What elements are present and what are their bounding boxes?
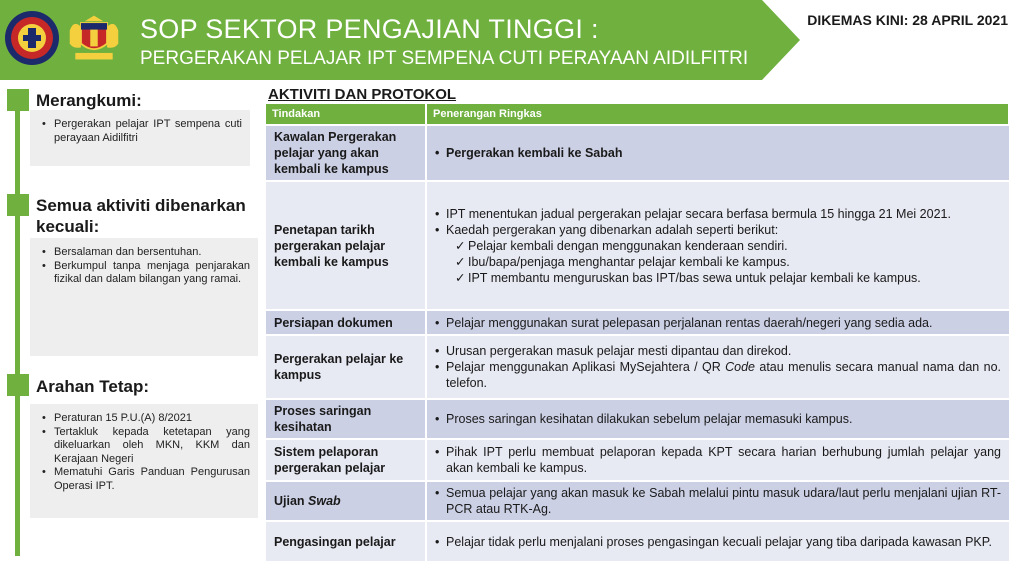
table-row bbox=[266, 335, 1009, 399]
timeline-line bbox=[15, 92, 20, 556]
allowed-panel bbox=[30, 238, 258, 356]
action-cell: Persiapan dokumen bbox=[266, 310, 426, 335]
summary-panel bbox=[30, 110, 250, 166]
updated-date: DIKEMAS KINI: 28 APRIL 2021 bbox=[807, 12, 1008, 28]
check-item: ✓ IPT membantu menguruskan bas IPT/bas sewa untuk pelajar kembali ke kampus. bbox=[455, 270, 1001, 286]
description-cell bbox=[426, 399, 1009, 439]
list-item: • Pergerakan pelajar IPT sempena cuti perayaan Aidilfitri bbox=[38, 118, 242, 145]
description-bullet: • Pergerakan kembali ke Sabah bbox=[435, 145, 1001, 161]
directives-panel bbox=[30, 404, 258, 518]
description-bullet: • Pelajar menggunakan Aplikasi MySejahtera / QR Code atau menulis secara manual nama dan no. telefon. bbox=[435, 359, 1001, 391]
activities-title: AKTIVITI DAN PROTOKOL bbox=[268, 86, 457, 103]
table-row bbox=[266, 521, 1009, 561]
coat-of-arms-icon bbox=[66, 10, 122, 66]
action-cell: Pergerakan pelajar ke kampus bbox=[266, 335, 426, 399]
description-cell bbox=[426, 125, 1009, 181]
action-cell: Proses saringan kesihatan bbox=[266, 399, 426, 439]
description-bullet: • IPT menentukan jadual pergerakan pelajar secara berfasa bermula 15 hingga 21 Mei 2021. bbox=[435, 206, 1001, 222]
police-logo-icon bbox=[4, 10, 60, 66]
description-cell bbox=[426, 181, 1009, 310]
description-bullet: • Semua pelajar yang akan masuk ke Sabah melalui pintu masuk udara/laut perlu menjalani ujian RT-PCR atau RTK-Ag. bbox=[435, 485, 1001, 517]
list-item: • Peraturan 15 P.U.(A) 8/2021 bbox=[38, 412, 250, 426]
action-cell: Ujian Swab bbox=[266, 481, 426, 521]
table-row bbox=[266, 181, 1009, 310]
list-item: • Bersalaman dan bersentuhan. bbox=[38, 246, 250, 260]
description-cell bbox=[426, 521, 1009, 561]
description-cell bbox=[426, 481, 1009, 521]
timeline-marker bbox=[7, 89, 29, 111]
column-header-description: Penerangan Ringkas bbox=[426, 104, 1009, 125]
page-title: SOP SEKTOR PENGAJIAN TINGGI : bbox=[140, 14, 599, 44]
action-cell: Penetapan tarikh pergerakan pelajar kembali ke kampus bbox=[266, 181, 426, 310]
allowed-title: Semua aktiviti dibenarkan kecuali: bbox=[36, 196, 246, 236]
table-row bbox=[266, 481, 1009, 521]
table-row bbox=[266, 439, 1009, 481]
list-item: • Mematuhi Garis Panduan Pengurusan Operasi IPT. bbox=[38, 466, 250, 493]
column-header-action: Tindakan bbox=[266, 104, 426, 125]
description-cell bbox=[426, 335, 1009, 399]
description-bullet: • Pihak IPT perlu membuat pelaporan kepada KPT secara harian berhubung jumlah pelajar yang akan kembali ke kampus. bbox=[435, 444, 1001, 476]
check-item: ✓ Ibu/bapa/penjaga menghantar pelajar kembali ke kampus. bbox=[455, 254, 1001, 270]
table-row bbox=[266, 310, 1009, 335]
list-item: • Tertakluk kepada ketetapan yang dikeluarkan oleh MKN, KKM dan Kerajaan Negeri bbox=[38, 426, 250, 467]
description-bullet: • Proses saringan kesihatan dilakukan sebelum pelajar memasuki kampus. bbox=[435, 411, 1001, 427]
description-bullet: • Pelajar menggunakan surat pelepasan perjalanan rentas daerah/negeri yang sedia ada. bbox=[435, 315, 1001, 331]
action-cell: Kawalan Pergerakan pelajar yang akan kembali ke kampus bbox=[266, 125, 426, 181]
description-bullet: • Pelajar tidak perlu menjalani proses pengasingan kecuali pelajar yang tiba daripada kawasan PKP. bbox=[435, 534, 1001, 550]
list-item: • Berkumpul tanpa menjaga penjarakan fizikal dan dalam bilangan yang ramai. bbox=[38, 260, 250, 287]
description-bullet: • Urusan pergerakan masuk pelajar mesti dipantau dan direkod. bbox=[435, 343, 1001, 359]
check-item: ✓ Pelajar kembali dengan menggunakan kenderaan sendiri. bbox=[455, 238, 1001, 254]
table-row bbox=[266, 125, 1009, 181]
description-bullet: • Kaedah pergerakan yang dibenarkan adalah seperti berikut: bbox=[435, 222, 1001, 238]
directives-title: Arahan Tetap: bbox=[36, 377, 150, 396]
table-row bbox=[266, 399, 1009, 439]
action-cell: Pengasingan pelajar bbox=[266, 521, 426, 561]
timeline-marker bbox=[7, 194, 29, 216]
timeline-marker bbox=[7, 374, 29, 396]
description-cell bbox=[426, 310, 1009, 335]
page-subtitle: PERGERAKAN PELAJAR IPT SEMPENA CUTI PERAYAAN AIDILFITRI bbox=[140, 48, 749, 69]
activities-table bbox=[266, 104, 1010, 561]
action-cell: Sistem pelaporan pergerakan pelajar bbox=[266, 439, 426, 481]
description-cell bbox=[426, 439, 1009, 481]
summary-title: Merangkumi: bbox=[36, 91, 142, 110]
